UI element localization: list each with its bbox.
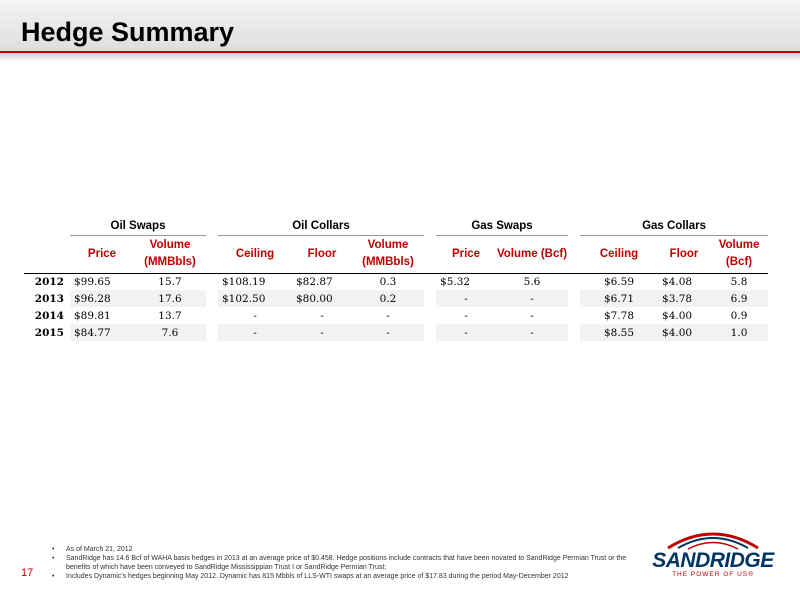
sub-header-row: [24, 235, 768, 273]
table-cell: $108.19: [222, 275, 266, 288]
footnote: • SandRidge has 14.6 Bcf of WAHA basis hedges in 2013 at an average price of $0.458. Hedge positions include contracts that have been novated to SandRidge Permian Trust or the benefits of which have been conveyed to SandRidge Mississippian Trust I or SandRidge Permian Trust;: [52, 554, 642, 572]
col-oil-collars-floor: Floor: [292, 235, 352, 273]
table-cell: $80.00: [292, 290, 352, 307]
group-header-row: [24, 217, 768, 235]
table-cell: -: [496, 324, 568, 341]
table-row: [24, 324, 768, 341]
table-cell: -: [436, 324, 496, 341]
col-oil-collars-ceiling: Ceiling: [218, 235, 292, 273]
year-cell: 2014: [34, 309, 64, 322]
table-cell: $3.78: [658, 290, 710, 307]
table-cell: -: [292, 324, 352, 341]
group-gas-collars: Gas Collars: [580, 217, 768, 235]
table-cell: $89.81: [74, 309, 111, 322]
logo-tagline: THE POWER OF US®: [672, 571, 754, 578]
footnote: • As of March 21, 2012: [52, 545, 642, 554]
year-cell: 2012: [34, 275, 64, 288]
table-cell: -: [320, 309, 324, 322]
table-cell: $99.65: [74, 275, 111, 288]
sandridge-logo: [648, 522, 778, 582]
table-cell: -: [530, 309, 534, 322]
logo-wordmark: SANDRIDGE: [652, 549, 774, 572]
group-gas-swaps: Gas Swaps: [436, 217, 568, 235]
table-cell: 5.6: [523, 275, 541, 288]
table-cell: $7.78: [603, 309, 635, 322]
table-cell: $96.28: [70, 290, 134, 307]
group-oil-swaps: Oil Swaps: [70, 217, 206, 235]
footnotes: [52, 545, 642, 581]
table-cell: 0.9: [730, 309, 748, 322]
table-cell: $4.08: [662, 275, 693, 288]
table-cell: 0.3: [379, 275, 397, 288]
table-cell: 7.6: [134, 324, 206, 341]
table-cell: 0.2: [352, 290, 424, 307]
hedge-table: [24, 217, 768, 341]
col-oil-swaps-price: Price: [70, 235, 134, 273]
col-oil-swaps-volume: Volume (MMBbls): [134, 235, 206, 273]
logo-mark-icon: [648, 522, 778, 552]
col-gas-collars-ceiling: Ceiling: [580, 235, 658, 273]
table-cell: 6.9: [710, 290, 768, 307]
col-gas-collars-volume: Volume (Bcf): [710, 235, 768, 273]
col-gas-collars-floor: Floor: [658, 235, 710, 273]
table-cell: -: [253, 309, 257, 322]
table-cell: $102.50: [218, 290, 292, 307]
year-cell: 2015: [34, 326, 64, 339]
year-cell: 2013: [34, 292, 64, 305]
table-cell: $82.87: [296, 275, 333, 288]
col-oil-collars-volume: Volume (MMBbls): [352, 235, 424, 273]
table-row: [24, 290, 768, 307]
table-cell: -: [496, 290, 568, 307]
table-cell: -: [352, 324, 424, 341]
title-shadow: [0, 53, 800, 62]
table-row: [24, 307, 768, 324]
table-cell: -: [436, 290, 496, 307]
page-title: Hedge Summary: [21, 17, 235, 47]
table-cell: $8.55: [580, 324, 658, 341]
table-cell: -: [464, 309, 468, 322]
table-cell: $84.77: [70, 324, 134, 341]
table-cell: 1.0: [710, 324, 768, 341]
table-cell: 15.7: [158, 275, 182, 288]
table-cell: $4.00: [658, 324, 710, 341]
table-cell: -: [386, 309, 390, 322]
table-cell: $6.71: [580, 290, 658, 307]
col-gas-swaps-volume: Volume (Bcf): [496, 235, 568, 273]
col-gas-swaps-price: Price: [436, 235, 496, 273]
group-oil-collars: Oil Collars: [218, 217, 424, 235]
table-cell: 13.7: [158, 309, 182, 322]
page-number: 17: [21, 567, 34, 579]
table-cell: 5.8: [730, 275, 748, 288]
table-cell: $6.59: [603, 275, 635, 288]
table-cell: $4.00: [662, 309, 693, 322]
footnote: • Includes Dynamic's hedges beginning May 2012. Dynamic has 815 Mbbls of LLS-WTI swaps at an average price of $17.83 during the period May-December 2012: [52, 572, 642, 581]
table-cell: 17.6: [134, 290, 206, 307]
table-cell: -: [218, 324, 292, 341]
table-row: [24, 273, 768, 290]
table-cell: $5.32: [440, 275, 471, 288]
